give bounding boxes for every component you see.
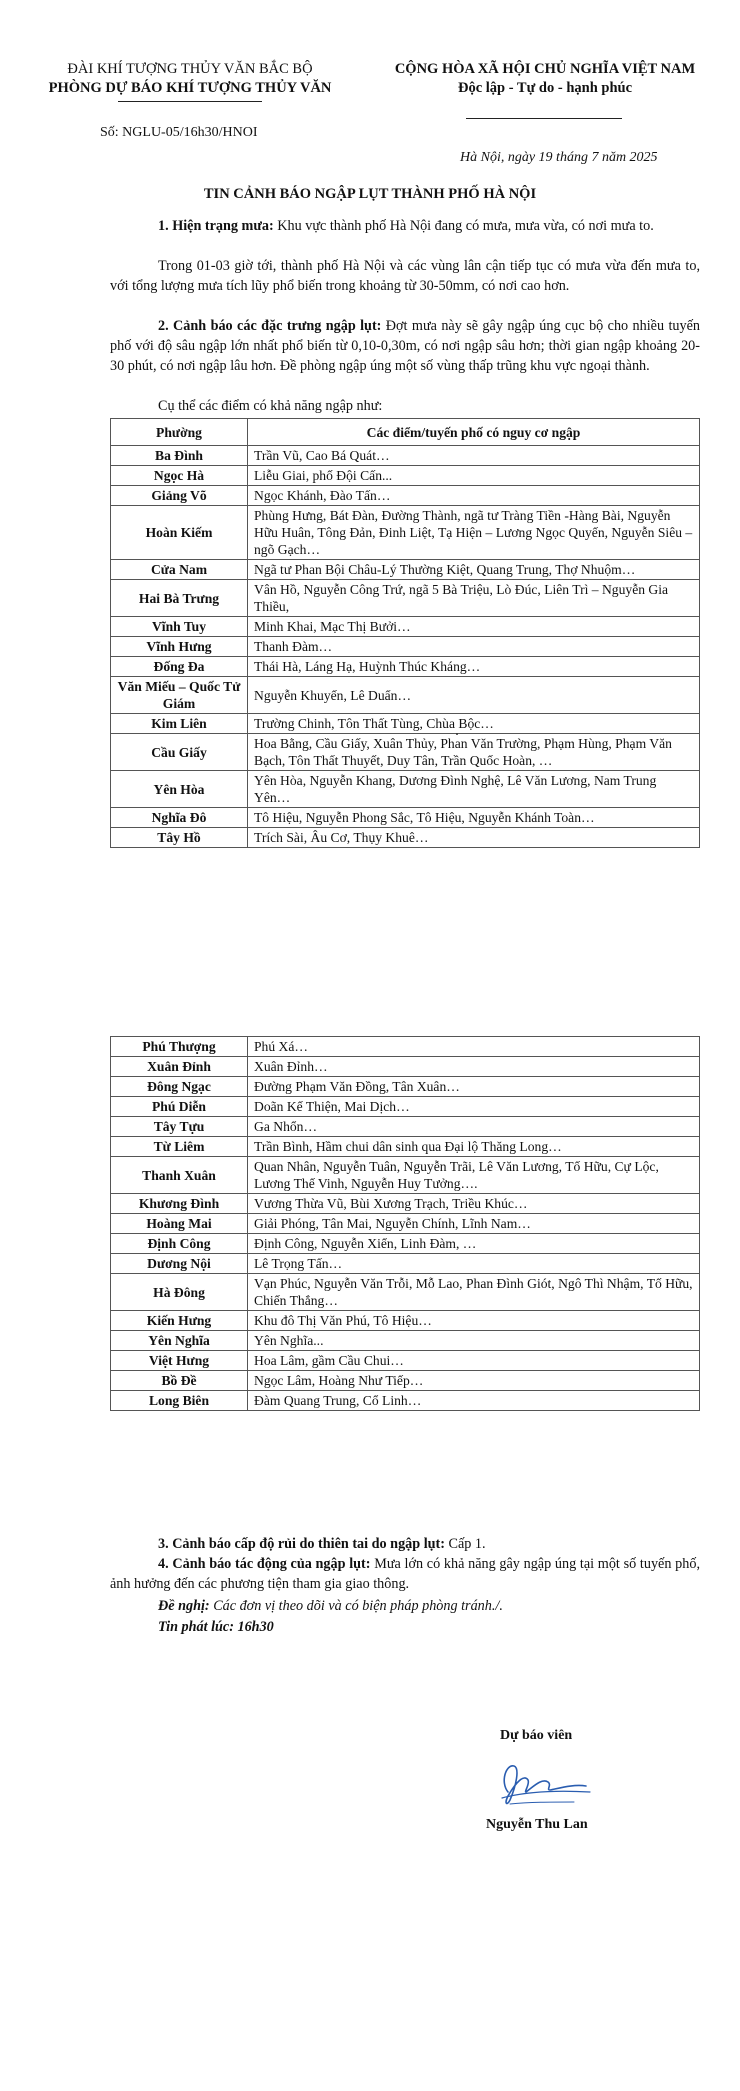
table-row bbox=[111, 506, 700, 560]
ward-cell: Ba Đình bbox=[111, 446, 248, 466]
streets-cell: Vương Thừa Vũ, Bùi Xương Trạch, Triều Khúc… bbox=[248, 1194, 700, 1214]
column-header-streets: Các điểm/tuyến phố có nguy cơ ngập bbox=[248, 419, 700, 446]
document-number: Số: NGLU-05/16h30/HNOI bbox=[100, 125, 258, 140]
streets-cell: Yên Nghĩa... bbox=[248, 1331, 700, 1351]
streets-cell: Vân Hồ, Nguyễn Công Trứ, ngã 5 Bà Triệu, Lò Đúc, Liên Trì – Nguyễn Gia Thiều, bbox=[248, 580, 700, 617]
ward-cell: Phú Thượng bbox=[111, 1037, 248, 1057]
flood-table-part-2 bbox=[110, 1036, 700, 1411]
table-row bbox=[111, 1234, 700, 1254]
table-row bbox=[111, 1117, 700, 1137]
streets-cell: Quan Nhân, Nguyễn Tuân, Nguyễn Trãi, Lê Văn Lương, Tố Hữu, Cự Lộc, Lương Thế Vinh, Nguyễn Huy Tưởng…. bbox=[248, 1157, 700, 1194]
table-row bbox=[111, 1057, 700, 1077]
section-1-forecast: Trong 01-03 giờ tới, thành phố Hà Nội và các vùng lân cận tiếp tục có mưa vừa đến mưa to, với tổng lượng mưa tích lũy phổ biến trong khoảng từ 30-50mm, có nơi cao hơn. bbox=[110, 258, 700, 294]
streets-cell: Phùng Hưng, Bát Đàn, Đường Thành, ngã tư Tràng Tiền -Hàng Bài, Nguyễn Hữu Huân, Tông Đản, Đinh Liệt, Tạ Hiện – Lương Ngọc Quyến, Nguyễn Siêu – ngõ Gạch… bbox=[248, 506, 700, 560]
section-4-text: Mưa lớn có khả năng gây ngập úng tại một số tuyến phố, ảnh hưởng đến các phương tiện tham gia giao thông. bbox=[110, 1556, 700, 1592]
nation-line-1: CỘNG HÒA XÃ HỘI CHỦ NGHĨA VIỆT NAM bbox=[394, 61, 696, 77]
ward-cell: Cầu Giấy bbox=[111, 734, 248, 771]
recommendation bbox=[110, 1596, 700, 1616]
table-row bbox=[111, 580, 700, 617]
streets-cell: Ngọc Khánh, Đào Tấn… bbox=[248, 486, 700, 506]
document-date: Hà Nội, ngày 19 tháng 7 năm 2025 bbox=[460, 150, 658, 165]
section-2-text: Đợt mưa này sẽ gây ngập úng cục bộ cho nhiều tuyến phố với độ sâu ngập lớn nhất phổ biến từ 0,10-0,30m, có nơi ngập sâu hơn; thời gian ngập khoảng 20-30 phút, có nơi ngập lâu hơn. Đề phòng ngập úng một số vùng thấp trũng khu vực ngoại thành. bbox=[110, 318, 701, 374]
ward-cell: Long Biên bbox=[111, 1391, 248, 1411]
recommend-text: Các đơn vị theo dõi và có biện pháp phòng tránh./. bbox=[209, 1598, 503, 1614]
streets-cell: Thái Hà, Láng Hạ, Huỳnh Thúc Kháng… bbox=[248, 657, 700, 677]
ward-cell: Hoàn Kiếm bbox=[111, 506, 248, 560]
table-row bbox=[111, 637, 700, 657]
ward-cell: Từ Liêm bbox=[111, 1137, 248, 1157]
table-row bbox=[111, 1351, 700, 1371]
flood-table-part-1 bbox=[110, 418, 700, 848]
ward-cell: Xuân Đỉnh bbox=[111, 1057, 248, 1077]
ward-cell: Yên Nghĩa bbox=[111, 1331, 248, 1351]
streets-cell: Trần Bình, Hầm chui dân sinh qua Đại lộ Thăng Long… bbox=[248, 1137, 700, 1157]
table-row bbox=[111, 1311, 700, 1331]
table-row bbox=[111, 1194, 700, 1214]
table-row bbox=[111, 657, 700, 677]
section-1 bbox=[110, 216, 700, 236]
section-2-label: 2. Cảnh báo các đặc trưng ngập lụt: bbox=[158, 318, 382, 334]
ward-cell: Hà Đông bbox=[111, 1274, 248, 1311]
table-row bbox=[111, 714, 700, 734]
streets-cell: Minh Khai, Mạc Thị Bưởi… bbox=[248, 617, 700, 637]
signature-role: Dự báo viên bbox=[500, 1728, 573, 1743]
table-row bbox=[111, 617, 700, 637]
org-line-1: ĐÀI KHÍ TƯỢNG THỦY VĂN BẮC BỘ bbox=[67, 61, 313, 77]
streets-cell: Trích Sài, Âu Cơ, Thụy Khuê… bbox=[248, 828, 700, 848]
section-2-intro: Cụ thể các điểm có khả năng ngập như: bbox=[158, 398, 383, 414]
ward-cell: Kiến Hưng bbox=[111, 1311, 248, 1331]
ward-cell: Định Công bbox=[111, 1234, 248, 1254]
table-row bbox=[111, 446, 700, 466]
org-line-2: PHÒNG DỰ BÁO KHÍ TƯỢNG THỦY VĂN bbox=[48, 80, 332, 96]
ward-cell: Tây Hồ bbox=[111, 828, 248, 848]
motto-underline bbox=[466, 118, 622, 119]
stray-dot bbox=[456, 733, 458, 735]
streets-cell: Nguyễn Khuyến, Lê Duẩn… bbox=[248, 677, 700, 714]
ward-cell: Hai Bà Trưng bbox=[111, 580, 248, 617]
ward-cell: Yên Hòa bbox=[111, 771, 248, 808]
table-row bbox=[111, 1157, 700, 1194]
streets-cell: Tô Hiệu, Nguyễn Phong Sắc, Tô Hiệu, Nguyễn Khánh Toàn… bbox=[248, 808, 700, 828]
ward-cell: Vĩnh Tuy bbox=[111, 617, 248, 637]
ward-cell: Ngọc Hà bbox=[111, 466, 248, 486]
streets-cell: Hoa Lâm, gầm Cầu Chui… bbox=[248, 1351, 700, 1371]
recommend-label: Đề nghị: bbox=[158, 1598, 210, 1614]
section-3-text: Cấp 1. bbox=[444, 1536, 486, 1552]
streets-cell: Ngọc Lâm, Hoàng Như Tiếp… bbox=[248, 1371, 700, 1391]
ward-cell: Thanh Xuân bbox=[111, 1157, 248, 1194]
section-2 bbox=[110, 316, 700, 376]
ward-cell: Tây Tựu bbox=[111, 1117, 248, 1137]
ward-cell: Kim Liên bbox=[111, 714, 248, 734]
streets-cell: Đường Phạm Văn Đồng, Tân Xuân… bbox=[248, 1077, 700, 1097]
table-row bbox=[111, 1214, 700, 1234]
ward-cell: Việt Hưng bbox=[111, 1351, 248, 1371]
streets-cell: Ngã tư Phan Bội Châu-Lý Thường Kiệt, Quang Trung, Thợ Nhuộm… bbox=[248, 560, 700, 580]
issue-time bbox=[110, 1617, 700, 1637]
header-organization bbox=[20, 60, 360, 98]
column-header-ward: Phường bbox=[111, 419, 248, 446]
section-4 bbox=[110, 1554, 700, 1594]
ward-cell: Hoàng Mai bbox=[111, 1214, 248, 1234]
ward-cell: Cửa Nam bbox=[111, 560, 248, 580]
streets-cell: Trần Vũ, Cao Bá Quát… bbox=[248, 446, 700, 466]
ward-cell: Phú Diễn bbox=[111, 1097, 248, 1117]
table-row bbox=[111, 466, 700, 486]
ward-cell: Giảng Võ bbox=[111, 486, 248, 506]
table-row bbox=[111, 771, 700, 808]
table-row bbox=[111, 1137, 700, 1157]
streets-cell: Đàm Quang Trung, Cổ Linh… bbox=[248, 1391, 700, 1411]
streets-cell: Thanh Đàm… bbox=[248, 637, 700, 657]
nation-line-2: Độc lập - Tự do - hạnh phúc bbox=[457, 80, 633, 96]
table-row bbox=[111, 1371, 700, 1391]
section-3-label: 3. Cảnh báo cấp độ rủi do thiên tai do ngập lụt: bbox=[158, 1536, 445, 1552]
table-row bbox=[111, 1274, 700, 1311]
ward-cell: Khương Đình bbox=[111, 1194, 248, 1214]
section-4-label: 4. Cảnh báo tác động của ngập lụt: bbox=[158, 1556, 371, 1572]
table-row bbox=[111, 560, 700, 580]
streets-cell: Ga Nhổn… bbox=[248, 1117, 700, 1137]
signature-name: Nguyễn Thu Lan bbox=[486, 1817, 588, 1832]
section-1-label: 1. Hiện trạng mưa: bbox=[158, 218, 274, 234]
streets-cell: Hoa Bằng, Cầu Giấy, Xuân Thủy, Phan Văn Trường, Phạm Hùng, Phạm Văn Bạch, Tôn Thất Thuyết, Duy Tân, Trần Quốc Hoàn, … bbox=[248, 734, 700, 771]
ward-cell: Đông Ngạc bbox=[111, 1077, 248, 1097]
table-row bbox=[111, 734, 700, 771]
table-row bbox=[111, 1331, 700, 1351]
ward-cell: Văn Miếu – Quốc Tử Giám bbox=[111, 677, 248, 714]
streets-cell: Liễu Giai, phố Đội Cấn... bbox=[248, 466, 700, 486]
table-row bbox=[111, 486, 700, 506]
streets-cell: Khu đô Thị Văn Phú, Tô Hiệu… bbox=[248, 1311, 700, 1331]
header-nation bbox=[360, 60, 730, 98]
section-3 bbox=[110, 1534, 700, 1554]
handwritten-signature bbox=[490, 1752, 600, 1821]
table-row bbox=[111, 1037, 700, 1057]
streets-cell: Xuân Đỉnh… bbox=[248, 1057, 700, 1077]
streets-cell: Giải Phóng, Tân Mai, Nguyễn Chính, Lĩnh Nam… bbox=[248, 1214, 700, 1234]
streets-cell: Phú Xá… bbox=[248, 1037, 700, 1057]
table-row bbox=[111, 1254, 700, 1274]
streets-cell: Định Công, Nguyễn Xiển, Linh Đàm, … bbox=[248, 1234, 700, 1254]
table-header-row bbox=[111, 419, 700, 446]
org-underline bbox=[118, 101, 262, 102]
table-row bbox=[111, 1391, 700, 1411]
table-row bbox=[111, 808, 700, 828]
streets-cell: Lê Trọng Tấn… bbox=[248, 1254, 700, 1274]
ward-cell: Đống Đa bbox=[111, 657, 248, 677]
table-row bbox=[111, 1077, 700, 1097]
document-title: TIN CẢNH BÁO NGẬP LỤT THÀNH PHỐ HÀ NỘI bbox=[203, 186, 537, 202]
streets-cell: Doãn Kế Thiện, Mai Dịch… bbox=[248, 1097, 700, 1117]
issue-time-text: Tin phát lúc: 16h30 bbox=[158, 1619, 274, 1635]
ward-cell: Vĩnh Hưng bbox=[111, 637, 248, 657]
streets-cell: Trường Chinh, Tôn Thất Tùng, Chùa Bộc… bbox=[248, 714, 700, 734]
table-row bbox=[111, 828, 700, 848]
ward-cell: Nghĩa Đô bbox=[111, 808, 248, 828]
ward-cell: Dương Nội bbox=[111, 1254, 248, 1274]
table-row bbox=[111, 677, 700, 714]
streets-cell: Vạn Phúc, Nguyễn Văn Trỗi, Mỗ Lao, Phan Đình Giót, Ngô Thì Nhậm, Tố Hữu, Chiến Thắng… bbox=[248, 1274, 700, 1311]
ward-cell: Bồ Đề bbox=[111, 1371, 248, 1391]
table-row bbox=[111, 1097, 700, 1117]
section-1-text: Khu vực thành phố Hà Nội đang có mưa, mưa vừa, có nơi mưa to. bbox=[273, 218, 654, 234]
streets-cell: Yên Hòa, Nguyễn Khang, Dương Đình Nghệ, Lê Văn Lương, Nam Trung Yên… bbox=[248, 771, 700, 808]
